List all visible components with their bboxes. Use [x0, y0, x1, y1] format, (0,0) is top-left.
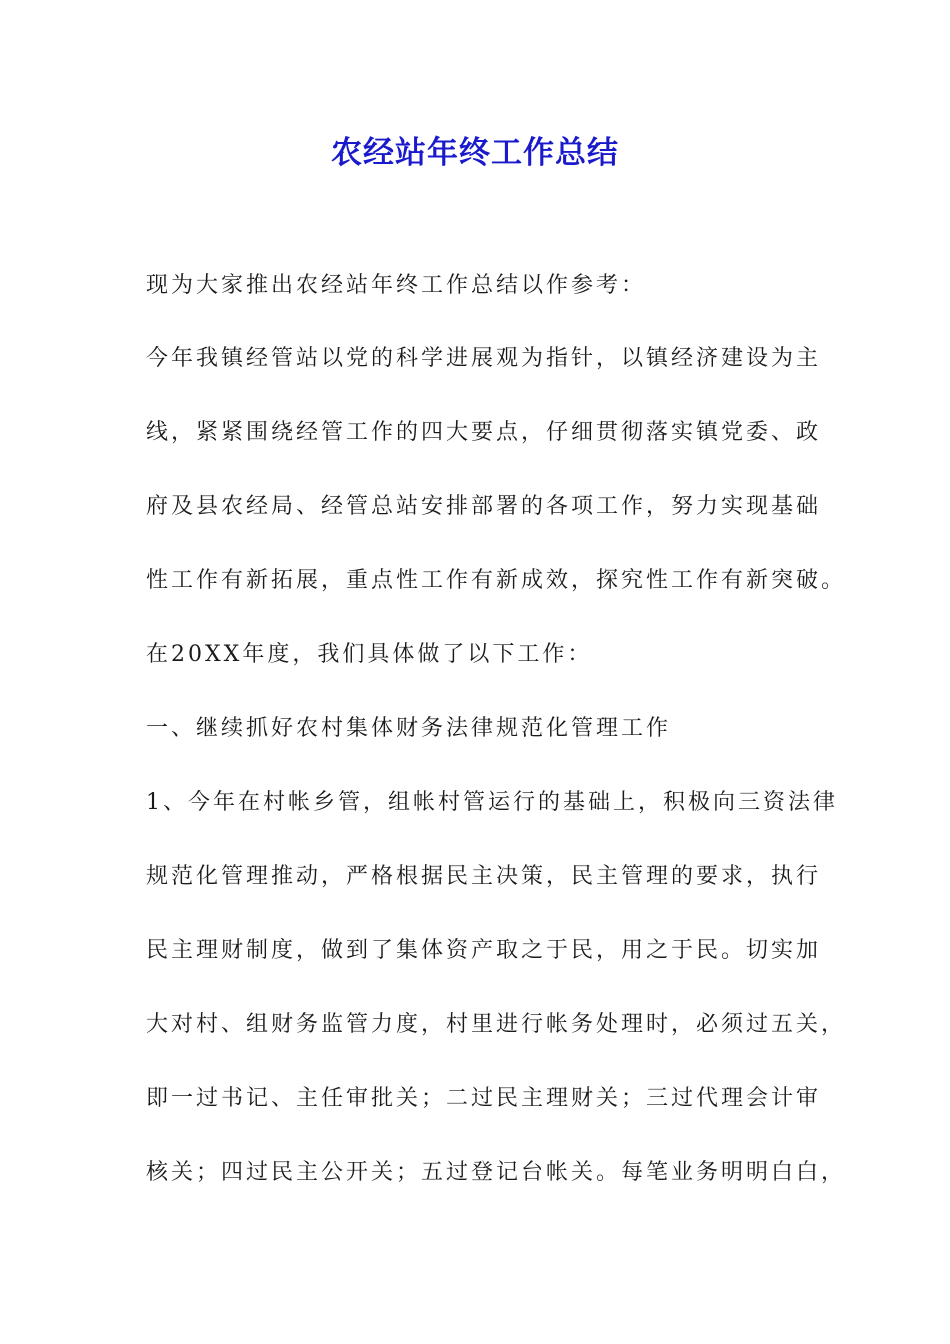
paragraph-line: 今年我镇经管站以党的科学进展观为指针，以镇经济建设为主	[146, 346, 822, 371]
paragraph-line: 民主理财制度，做到了集体资产取之于民，用之于民。切实加	[146, 938, 822, 963]
paragraph-line: 1、今年在村帐乡管，组帐村管运行的基础上，积极向三资法律	[146, 790, 838, 815]
paragraph-line: 大对村、组财务监管力度，村里进行帐务处理时，必须过五关，	[146, 1012, 847, 1037]
paragraph-line: 现为大家推出农经站年终工作总结以作参考：	[146, 273, 647, 298]
paragraph-line: 在20XX年度，我们具体做了以下工作：	[146, 642, 593, 667]
paragraph-line: 规范化管理推动，严格根据民主决策，民主管理的要求，执行	[146, 864, 822, 889]
paragraph-line: 性工作有新拓展，重点性工作有新成效，探究性工作有新突破。	[146, 568, 847, 593]
paragraph-line: 即一过书记、主任审批关；二过民主理财关；三过代理会计审	[146, 1086, 822, 1111]
paragraph-line: 线，紧紧围绕经管工作的四大要点，仔细贯彻落实镇党委、政	[146, 420, 822, 445]
paragraph-line: 核关；四过民主公开关；五过登记台帐关。每笔业务明明白白，	[146, 1160, 847, 1185]
section-heading: 一、继续抓好农村集体财务法律规范化管理工作	[146, 716, 672, 741]
paragraph-line: 府及县农经局、经管总站安排部署的各项工作，努力实现基础	[146, 494, 822, 519]
document-title: 农经站年终工作总结	[331, 135, 619, 171]
